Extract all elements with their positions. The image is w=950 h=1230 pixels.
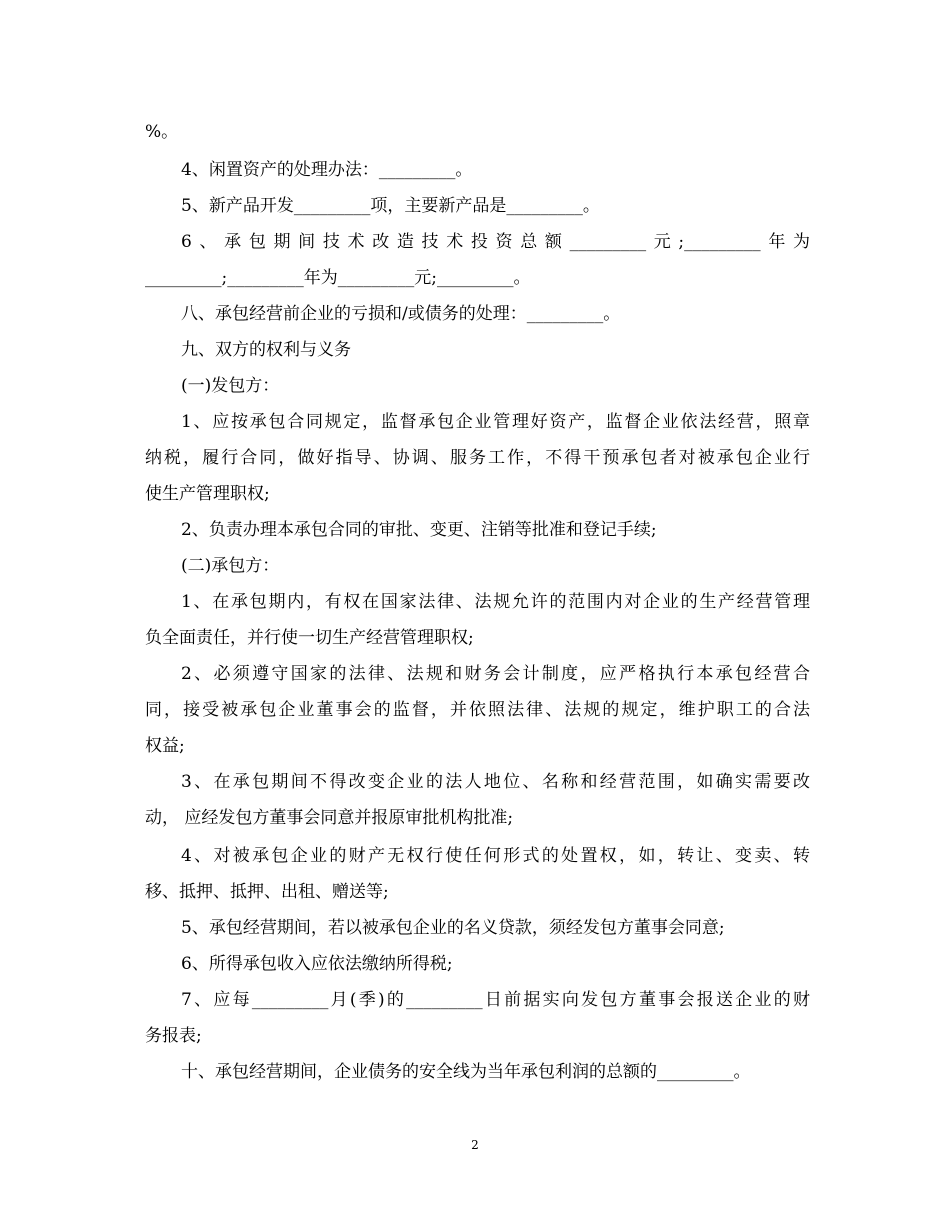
text-line: 同，接受被承包企业董事会的监督，并依照法律、法规的规定，维护职工的合法: [145, 700, 810, 720]
section-heading: 九、双方的权利与义务: [181, 340, 351, 360]
text-line: 权益;: [145, 736, 185, 756]
text-line: 负全面责任，并行使一切生产经营管理职权;: [145, 628, 474, 648]
text-line: 4、闲置资产的处理办法：_________。: [181, 160, 473, 180]
text-line: 十、承包经营期间，企业债务的安全线为当年承包利润的总额的_________。: [181, 1062, 751, 1082]
text-line: 5、承包经营期间，若以被承包企业的名义贷款，须经发包方董事会同意;: [181, 918, 725, 938]
text-line: 1、在承包期内，有权在国家法律、法规允许的范围内对企业的生产经营管理: [181, 592, 810, 612]
text-line: 使生产管理职权;: [145, 484, 270, 504]
text-line: 3、在承包期间不得改变企业的法人地位、名称和经营范围，如确实需要改: [181, 772, 810, 792]
text-line: 1、应按承包合同规定，监督承包企业管理好资产，监督企业依法经营，照章: [181, 412, 810, 432]
text-line: %。: [145, 122, 179, 142]
text-line: 动， 应经发包方董事会同意并报原审批机构批准;: [145, 808, 514, 828]
subsection-heading: (一)发包方：: [181, 376, 280, 396]
text-line: 6、承包期间技术改造技术投资总额_________元;_________年为: [181, 232, 810, 252]
text-line: 5、新产品开发_________项，主要新产品是_________。: [181, 196, 600, 216]
text-line: 2、必须遵守国家的法律、法规和财务会计制度，应严格执行本承包经营合: [181, 664, 810, 684]
text-line: 7、应每_________月(季)的_________日前据实向发包方董事会报送企业的财: [181, 990, 810, 1010]
text-line: 移、抵押、抵押、出租、赠送等;: [145, 882, 389, 902]
page-number: 2: [471, 1138, 479, 1152]
text-line: 务报表;: [145, 1026, 202, 1046]
text-line: 2、负责办理本承包合同的审批、变更、注销等批准和登记手续;: [181, 520, 657, 540]
text-line: 纳税，履行合同，做好指导、协调、服务工作，不得干预承包者对被承包企业行: [145, 448, 810, 468]
text-line: _________;_________年为_________元;_________。: [145, 268, 531, 288]
subsection-heading: (二)承包方：: [181, 556, 280, 576]
text-line: 6、所得承包收入应依法缴纳所得税;: [181, 954, 453, 974]
text-line: 4、对被承包企业的财产无权行使任何形式的处置权，如，转让、变卖、转: [181, 846, 810, 866]
text-line: 八、承包经营前企业的亏损和/或债务的处理：_________。: [181, 304, 621, 324]
